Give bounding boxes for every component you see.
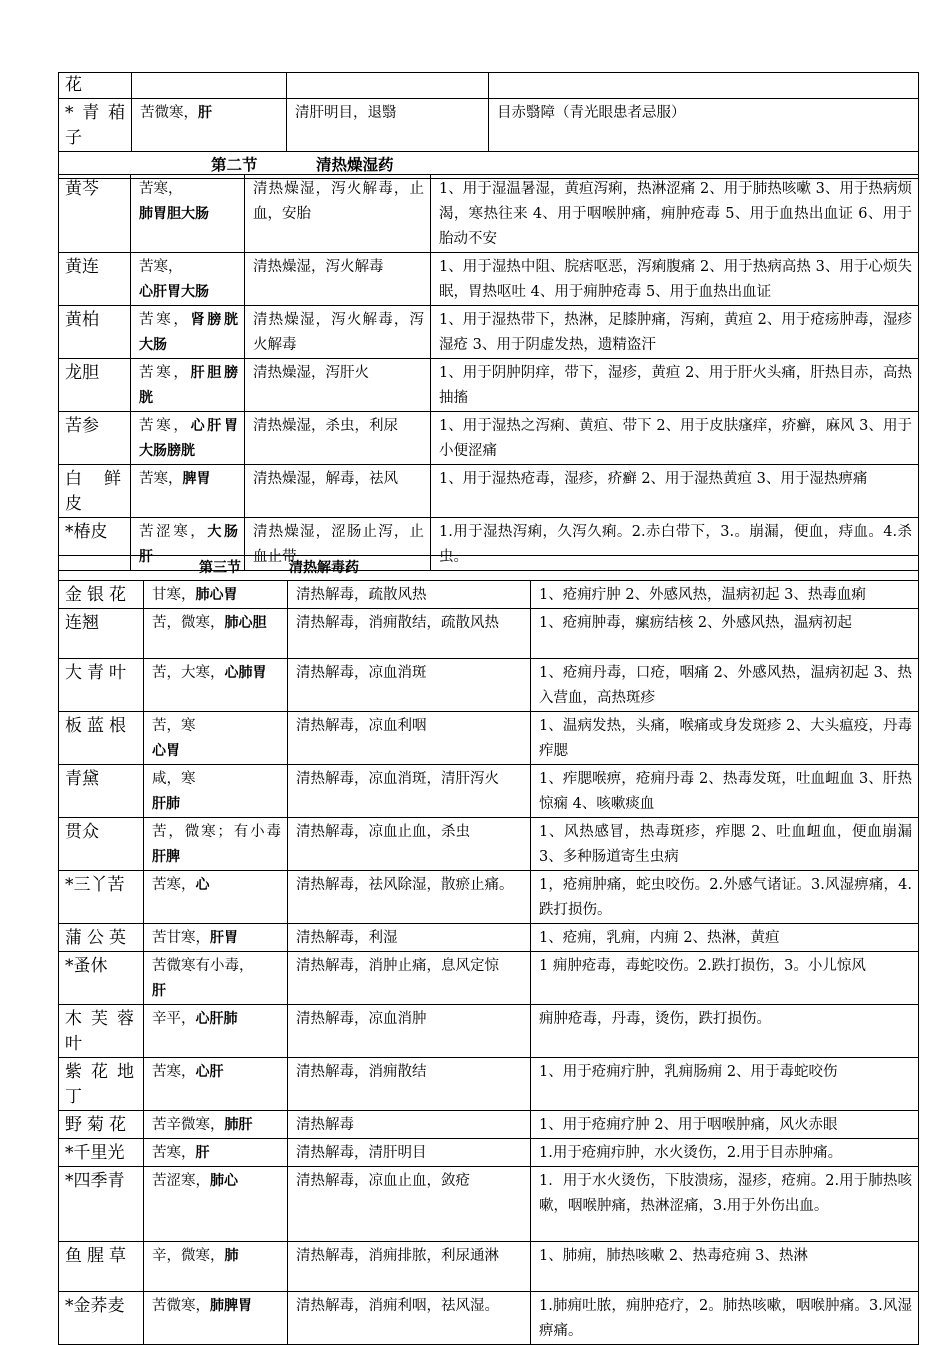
herb-effect: 清热解毒，凉血利咽 — [288, 712, 531, 765]
herb-name: 花 — [59, 73, 132, 99]
herb-name: 黄芩 — [59, 175, 131, 253]
herb-meridian: 心肝胃大肠膀胱 — [139, 418, 239, 459]
herb-usage: 1、用于阴肿阴痒，带下，湿疹，黄疸 2、用于肝火头痛，肝热目赤，高热抽搐 — [431, 359, 919, 412]
herb-taste: 苦涩寒， — [139, 524, 208, 540]
herb-effect: 清热燥湿，涩肠止泻，止血止带 — [245, 518, 431, 571]
herb-property — [131, 359, 245, 412]
herb-name: *青葙子 — [59, 99, 132, 152]
table-row — [59, 359, 919, 412]
herb-name: 金银花 — [59, 581, 144, 609]
herb-usage: 1、用于湿热中阻、脘痞呕恶，泻痢腹痛 2、用于热病高热 3、用于心烦失眠，胃热呕吐 4、用于痈肿疮毒 5、用于血热出血证 — [431, 253, 919, 306]
table-top-fragment — [58, 72, 919, 179]
herb-name: 黄连 — [59, 253, 131, 306]
table-row — [59, 1139, 919, 1167]
herb-property — [144, 1242, 288, 1292]
herb-usage: 1、痄腮喉痹，疮痈丹毒 2、热毒发斑，吐血衄血 3、肝热惊痫 4、咳嗽痰血 — [531, 765, 919, 818]
herb-name: *蚤休 — [59, 952, 144, 1005]
herb-taste: 苦微寒有小毒， — [152, 958, 254, 974]
table-row — [59, 1005, 919, 1058]
herb-effect: 清热解毒，凉血止血，杀虫 — [288, 818, 531, 871]
herb-property — [131, 306, 245, 359]
section-label: 第三节 — [199, 560, 241, 576]
herb-property — [144, 581, 288, 609]
table-row — [59, 765, 919, 818]
herb-effect: 清热解毒，凉血消斑 — [288, 659, 531, 712]
herb-name: 连翘 — [59, 609, 144, 659]
table-row — [59, 924, 919, 952]
herb-name: 蒲公英 — [59, 924, 144, 952]
herb-usage: 1、用于湿热带下，热淋，足膝肿痛，泻痢，黄疸 2、用于疮疡肿毒，湿疹湿疮 3、用于阴虚发热，遗精盗汗 — [431, 306, 919, 359]
herb-taste: 苦寒， — [139, 312, 191, 328]
herb-effect: 清热解毒，利湿 — [288, 924, 531, 952]
herb-usage: 1、疮痈，乳痈，内痈 2、热淋，黄疸 — [531, 924, 919, 952]
herb-usage: 1、温病发热，头痛，喉痛或身发斑疹 2、大头瘟疫，丹毒痄腮 — [531, 712, 919, 765]
herb-name: *三丫苦 — [59, 871, 144, 924]
table-row — [59, 1058, 919, 1111]
section-title: 清热燥湿药 — [316, 156, 394, 174]
herb-name: *椿皮 — [59, 518, 131, 571]
herb-meridian: 肺 — [224, 1248, 239, 1264]
herb-usage: 1、疮痈疔肿 2、外感风热，温病初起 3、热毒血痢 — [531, 581, 919, 609]
herb-property — [144, 1139, 288, 1167]
herb-usage: 1、疮痈肿毒，瘰疬结核 2、外感风热，温病初起 — [531, 609, 919, 659]
herb-name: 苦参 — [59, 412, 131, 465]
herb-usage: 1、用于湿热之泻痢、黄疸、带下 2、用于皮肤瘙痒，疥癣，麻风 3、用于小便涩痛 — [431, 412, 919, 465]
herb-effect: 清热燥湿，泻火解毒 — [245, 253, 431, 306]
table-row — [59, 818, 919, 871]
herb-property — [131, 175, 245, 253]
herb-taste: 苦，微寒；有小毒 — [152, 824, 281, 840]
herb-taste: 苦寒， — [152, 1064, 196, 1080]
table-row — [59, 99, 919, 152]
herb-effect: 清热解毒，凉血消斑，清肝泻火 — [288, 765, 531, 818]
herb-taste: 苦涩寒， — [152, 1173, 210, 1189]
herb-meridian: 心肝肺 — [195, 1011, 238, 1027]
herb-property — [144, 1167, 288, 1242]
herb-property — [144, 924, 288, 952]
herb-name: *千里光 — [59, 1139, 144, 1167]
table-section-2 — [58, 174, 919, 571]
table-row — [59, 581, 919, 609]
herb-usage — [489, 73, 919, 99]
herb-usage: 1．用于水火烫伤，下肢溃疡，湿疹，疮痈。2.用于肺热咳嗽，咽喉肿痛，热淋涩痛，3.用于外伤出血。 — [531, 1167, 919, 1242]
herb-taste: 苦寒， — [152, 1145, 196, 1161]
herb-effect: 清热解毒，消痈排脓，利尿通淋 — [288, 1242, 531, 1292]
herb-taste: 苦寒， — [139, 365, 191, 381]
table-row — [59, 175, 919, 253]
table-row — [59, 712, 919, 765]
herb-usage: 1.用于湿热泻痢，久泻久痢。2.赤白带下，3.。崩漏，便血，痔血。4.杀虫。 — [431, 518, 919, 571]
herb-usage: 1、用于湿热疮毒，湿疹，疥癣 2、用于湿热黄疸 3、用于湿热痹痛 — [431, 465, 919, 518]
herb-property — [132, 99, 287, 152]
herb-property — [131, 253, 245, 306]
herb-meridian: 肺心胆 — [224, 615, 267, 631]
herb-usage: 1.用于疮痈疖肿，水火烫伤，2.用于目赤肿痛。 — [531, 1139, 919, 1167]
herb-taste: 辛，微寒， — [152, 1248, 225, 1264]
herb-property — [144, 659, 288, 712]
herb-name: 黄柏 — [59, 306, 131, 359]
herb-effect: 清热解毒 — [288, 1111, 531, 1139]
herb-effect: 清热燥湿，泻火解毒，止血，安胎 — [245, 175, 431, 253]
table-row — [59, 659, 919, 712]
table-row — [59, 253, 919, 306]
table-row — [59, 871, 919, 924]
herb-taste: 苦寒， — [139, 418, 191, 434]
herb-usage: 1、用于疮痈疔肿，乳痈肠痈 2、用于毒蛇咬伤 — [531, 1058, 919, 1111]
table-row — [59, 1167, 919, 1242]
herb-usage: 1、疮痈丹毒，口疮，咽痛 2、外感风热，温病初起 3、热入营血，高热斑疹 — [531, 659, 919, 712]
herb-meridian: 肺心 — [210, 1173, 238, 1189]
herb-property — [144, 712, 288, 765]
herb-usage: 1，疮痈肿痛，蛇虫咬伤。2.外感气诸证。3.风湿痹痛，4.跌打损伤。 — [531, 871, 919, 924]
herb-usage: 1、用于湿温暑湿，黄疸泻痢，热淋涩痛 2、用于肺热咳嗽 3、用于热病烦渴，寒热往来 4、用于咽喉肿痛，痈肿疮毒 5、用于血热出血证 6、用于胎动不安 — [431, 175, 919, 253]
section-title: 清热解毒药 — [289, 560, 359, 576]
herb-meridian: 肝胆膀胱 — [139, 365, 239, 406]
herb-taste: 苦辛微寒， — [152, 1117, 225, 1133]
herb-meridian: 脾胃 — [182, 471, 211, 487]
table-row — [59, 1242, 919, 1292]
herb-property — [144, 818, 288, 871]
herb-name: 野菊花 — [59, 1111, 144, 1139]
herb-effect: 清热燥湿，泻肝火 — [245, 359, 431, 412]
herb-name: *四季青 — [59, 1167, 144, 1242]
herb-name: 鱼腥草 — [59, 1242, 144, 1292]
herb-meridian: 肾膀胱大肠 — [139, 312, 239, 353]
herb-meridian: 肺肝 — [224, 1117, 253, 1133]
herb-name: 紫花地丁 — [59, 1058, 144, 1111]
herb-taste: 苦，大寒， — [152, 665, 225, 681]
herb-taste: 苦微寒， — [152, 1298, 210, 1314]
table-section-3 — [58, 555, 919, 1345]
herb-name: 板蓝根 — [59, 712, 144, 765]
herb-meridian: 肺胃胆大肠 — [139, 206, 209, 222]
herb-meridian: 肺脾胃 — [210, 1298, 252, 1314]
herb-effect: 清热解毒，消肿止痛，息风定惊 — [288, 952, 531, 1005]
herb-taste: 苦寒， — [139, 259, 183, 275]
herb-property — [131, 412, 245, 465]
herb-effect: 清热解毒，疏散风热 — [288, 581, 531, 609]
herb-effect: 清热燥湿，杀虫，利尿 — [245, 412, 431, 465]
herb-name: 木芙蓉叶 — [59, 1005, 144, 1058]
table-row — [59, 465, 919, 518]
herb-taste: 苦甘寒， — [152, 930, 210, 946]
herb-usage: 痈肿疮毒，丹毒，烫伤，跌打损伤。 — [531, 1005, 919, 1058]
herb-property — [144, 1058, 288, 1111]
herb-effect: 清热解毒，凉血消肿 — [288, 1005, 531, 1058]
herb-effect: 清热燥湿，解毒，祛风 — [245, 465, 431, 518]
herb-name: *金荞麦 — [59, 1292, 144, 1345]
herb-usage: 1、用于疮痈疗肿 2、用于咽喉肿痛，风火赤眼 — [531, 1111, 919, 1139]
herb-taste: 苦，微寒， — [152, 615, 225, 631]
herb-effect: 清热解毒，清肝明目 — [288, 1139, 531, 1167]
herb-effect: 清热解毒，消痈散结 — [288, 1058, 531, 1111]
herb-effect: 清热解毒，祛风除湿，散瘀止痛。 — [288, 871, 531, 924]
herb-effect: 清热解毒，消痈散结，疏散风热 — [288, 609, 531, 659]
herb-usage: 1、肺痈，肺热咳嗽 2、热毒疮痈 3、热淋 — [531, 1242, 919, 1292]
herb-meridian: 肝脾 — [152, 849, 180, 865]
herb-property — [144, 1292, 288, 1345]
table-row — [59, 952, 919, 1005]
section-heading — [59, 556, 919, 581]
herb-meridian: 大肠肝 — [139, 524, 239, 565]
herb-effect: 清热解毒，消痈利咽，祛风湿。 — [288, 1292, 531, 1345]
table-row — [59, 306, 919, 359]
herb-name: 白鲜皮 — [59, 465, 131, 518]
herb-property — [144, 609, 288, 659]
herb-name: 大青叶 — [59, 659, 144, 712]
herb-meridian: 心 — [195, 877, 210, 893]
herb-property — [144, 765, 288, 818]
herb-property — [144, 871, 288, 924]
herb-taste: 甘寒， — [152, 587, 196, 603]
herb-meridian: 肝肺 — [152, 796, 180, 812]
herb-effect: 清热燥湿，泻火解毒，泻火解毒 — [245, 306, 431, 359]
herb-taste: 苦，寒 — [152, 718, 196, 734]
table-row — [59, 73, 919, 99]
table-row — [59, 412, 919, 465]
table-row — [59, 1292, 919, 1345]
herb-meridian: 心肝胃大肠 — [139, 284, 209, 300]
herb-meridian: 肝胃 — [210, 930, 238, 946]
herb-taste: 苦寒， — [139, 471, 183, 487]
section-label: 第二节 — [211, 156, 258, 174]
herb-meridian: 心肝 — [195, 1064, 224, 1080]
herb-taste: 苦寒， — [139, 181, 183, 197]
herb-taste: 苦微寒， — [140, 105, 198, 121]
herb-meridian: 肺心胃 — [195, 587, 238, 603]
herb-property — [144, 1005, 288, 1058]
herb-effect: 清肝明目，退翳 — [287, 99, 489, 152]
herb-property — [131, 465, 245, 518]
herb-name: 龙胆 — [59, 359, 131, 412]
herb-usage: 1 痈肿疮毒，毒蛇咬伤。2.跌打损伤，3。小儿惊风 — [531, 952, 919, 1005]
herb-name: 贯众 — [59, 818, 144, 871]
herb-property — [144, 1111, 288, 1139]
herb-taste: 苦寒， — [152, 877, 196, 893]
table-row — [59, 1111, 919, 1139]
section-heading-row — [59, 556, 919, 581]
herb-meridian: 肝 — [195, 1145, 210, 1161]
herb-effect: 清热解毒，凉血止血，敛疮 — [288, 1167, 531, 1242]
herb-meridian: 心胃 — [152, 743, 180, 759]
herb-meridian: 肝 — [152, 983, 166, 999]
herb-taste: 辛平， — [152, 1011, 196, 1027]
herb-meridian: 心肺胃 — [224, 665, 267, 681]
herb-usage: 1.肺痈吐脓，痈肿疮疗，2。肺热咳嗽，咽喉肿痛。3.风湿痹痛。 — [531, 1292, 919, 1345]
herb-usage: 目赤翳障（青光眼患者忌服） — [489, 99, 919, 152]
herb-effect — [287, 73, 489, 99]
herb-property — [144, 952, 288, 1005]
herb-usage: 1、风热感冒，热毒斑疹，痄腮 2、吐血衄血，便血崩漏 3、多种肠道寄生虫病 — [531, 818, 919, 871]
herb-taste: 咸，寒 — [152, 771, 196, 787]
table-row — [59, 609, 919, 659]
herb-name: 青黛 — [59, 765, 144, 818]
herb-property — [132, 73, 287, 99]
herb-meridian: 肝 — [198, 105, 212, 121]
